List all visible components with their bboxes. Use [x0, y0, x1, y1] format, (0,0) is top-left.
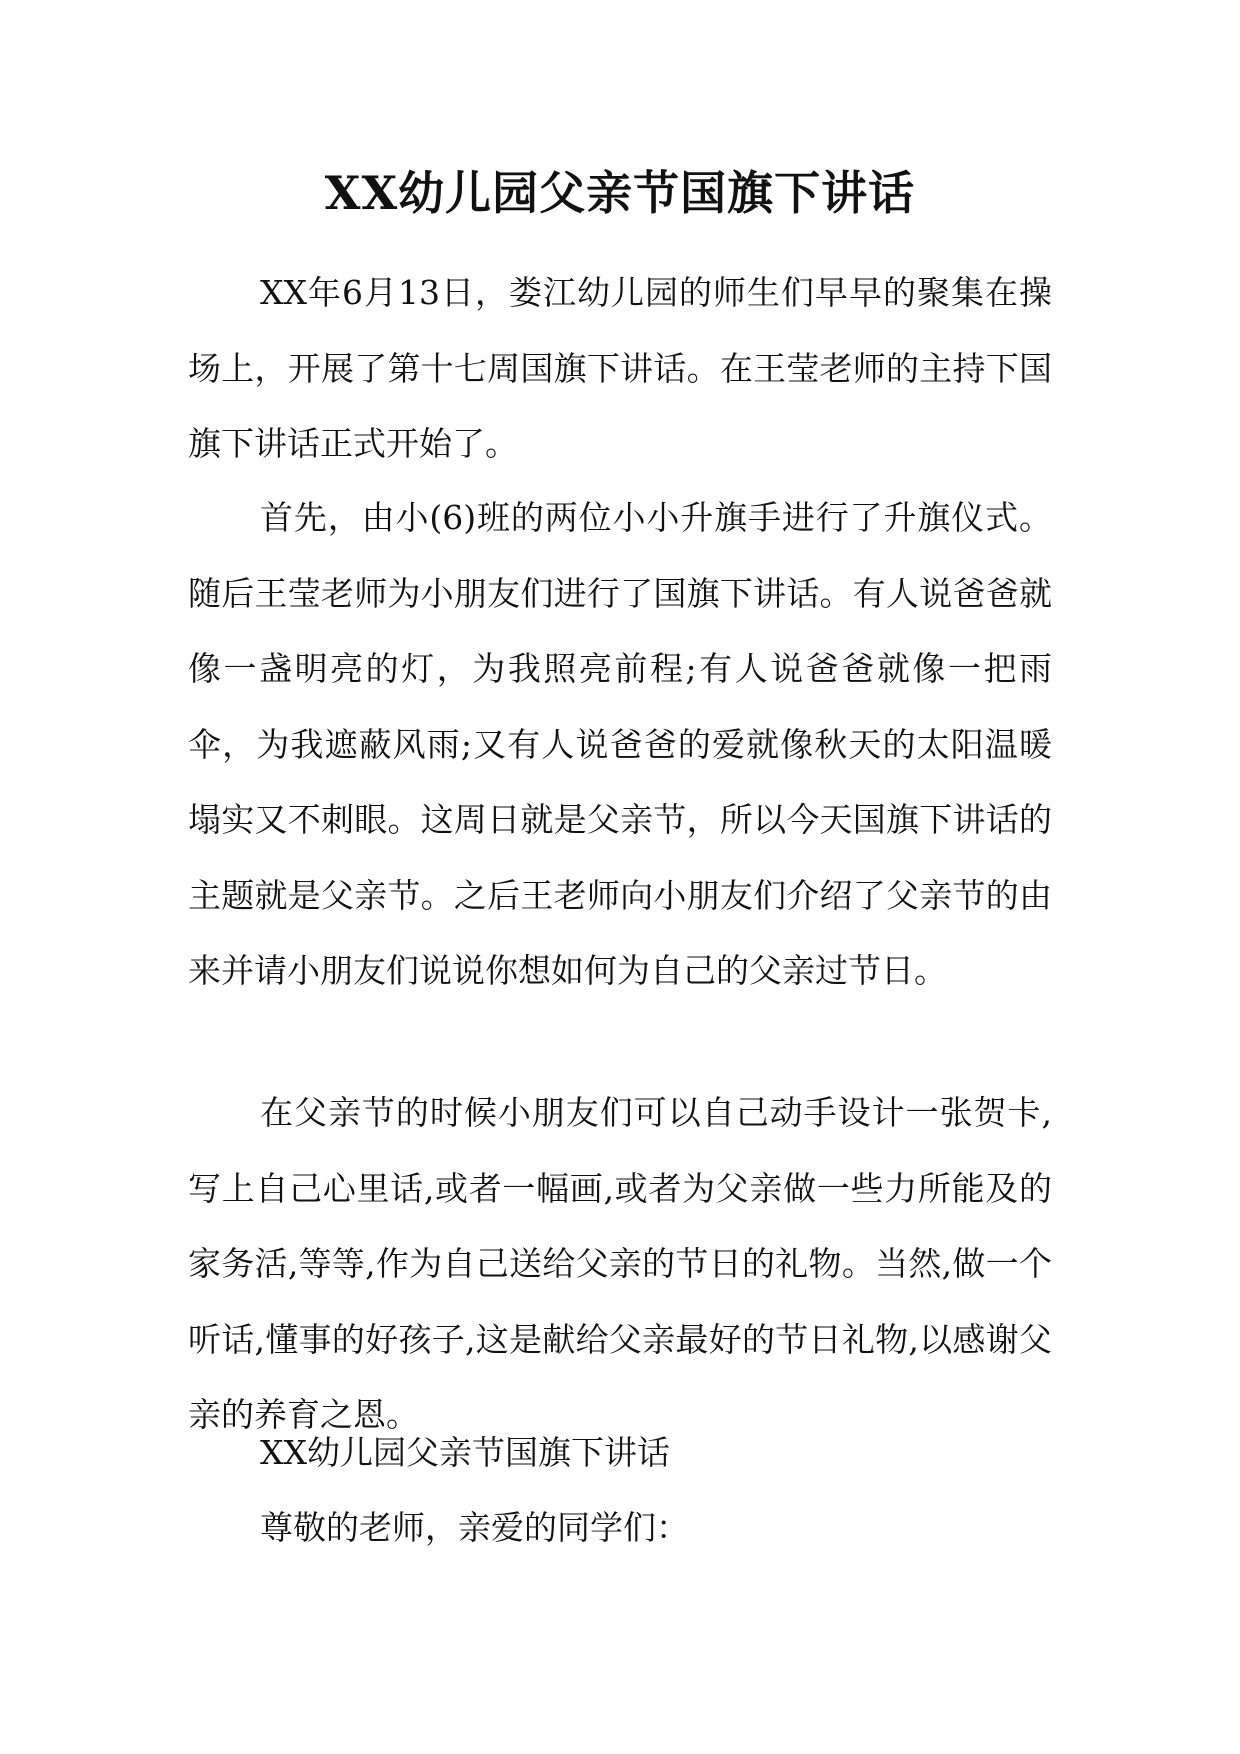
- paragraph-gift-ideas: 在父亲节的时候小朋友们可以自己动手设计一张贺卡,写上自己心里话,或者一幅画,或者为父亲做一些力所能及的家务活,等等,作为自己送给父亲的节日的礼物。当然,做一个听话,懂事的好孩子,这是献给父亲最好的节日礼物,以感谢父亲的养育之恩。: [188, 1093, 1052, 1434]
- paragraph-subtitle: XX幼儿园父亲节国旗下讲话: [260, 1433, 670, 1472]
- paragraph-salutation: 尊敬的老师，亲爱的同学们：: [260, 1508, 689, 1547]
- paragraph-flag-ceremony: 首先，由小(6)班的两位小小升旗手进行了升旗仪式。随后王莹老师为小朋友们进行了国旗下讲话。有人说爸爸就像一盏明亮的灯，为我照亮前程;有人说爸爸就像一把雨伞，为我遮蔽风雨;又有人说爸爸的爱就像秋天的太阳温暖塌实又不刺眼。这周日就是父亲节，所以今天国旗下讲话的主题就是父亲节。之后王老师向小朋友们介绍了父亲节的由来并请小朋友们说说你想如何为自己的父亲过节日。: [188, 498, 1052, 990]
- paragraph-intro: XX年6月13日，娄江幼儿园的师生们早早的聚集在操场上，开展了第十七周国旗下讲话。在王莹老师的主持下国旗下讲话正式开始了。: [188, 273, 1052, 463]
- document-title: XX幼儿园父亲节国旗下讲话: [324, 166, 916, 220]
